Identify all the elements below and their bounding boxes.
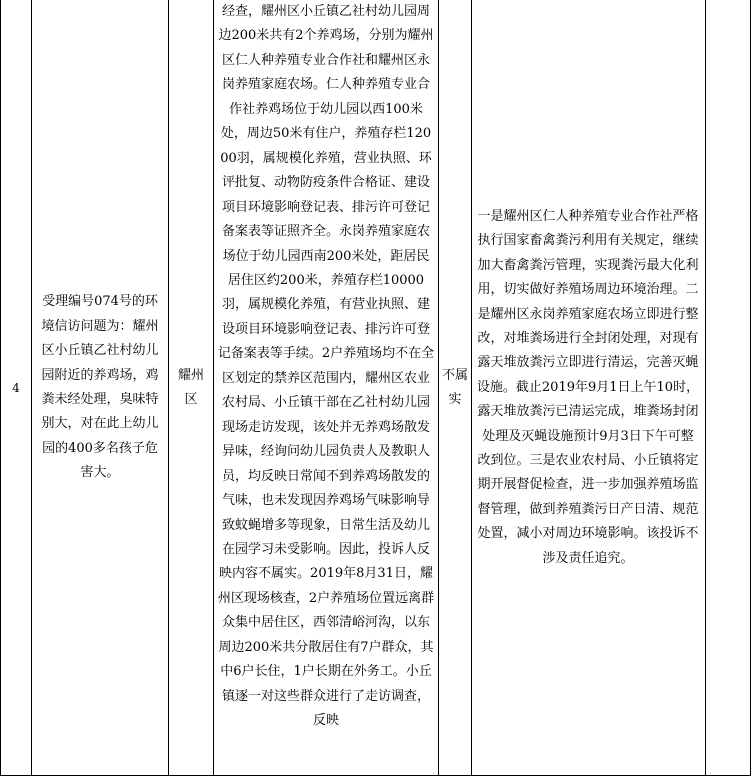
truth-status-text: 不属实 (441, 367, 468, 407)
column-divider (471, 0, 472, 776)
complaint-text: 受理编号074号的环境信访问题为：耀州区小丘镇乙社村幼儿园附近的养鸡场，鸡粪未经处理，臭味特别大，对在此上幼儿园的400多名孩子危害大。 (41, 294, 159, 481)
column-divider (213, 0, 214, 776)
district-text: 耀州区 (177, 367, 204, 407)
handling-text: 一是耀州区仁人种养殖专业合作社严格执行国家畜禽粪污利用有关规定，继续加大畜禽粪污管理，实现粪污最大化利用，切实做好养殖场周边环境治理。二是耀州区永岗养殖家庭农场立即进行整改，对堆粪场进行全封闭处理，对现有露天堆放粪污立即进行清运，完善灭蝇设施。截止2019年9月1日上午10时，露天堆放粪污已清运完成，堆粪场封闭处理及灭蝇设施预计9月3日下午可整改到位。三是农业农村局、小丘镇将定期开展督促检查，进一步加强养殖场监督管理，做到养殖粪污日产日清、规范处置，减小对周边环境影响。该投诉不涉及责任追究。 (476, 208, 700, 566)
remark-cell (707, 0, 749, 776)
truth-status-cell (440, 0, 470, 776)
verification-cell (217, 0, 435, 775)
column-divider (705, 0, 706, 776)
handling-cell (476, 0, 700, 776)
verification-text: 经查，耀州区小丘镇乙社村幼儿园周边200米共有2个养鸡场，分别为耀州区仁人种养殖专业合作社和耀州区永岗养殖家庭农场。仁人种养殖专业合作社养鸡场位于幼儿园以西100米处，周边50米有住户，养殖存栏12000羽，属规模化养殖，营业执照、环评批复、动物防疫条件合格证、建设项目环境影响登记表、排污许可登记备案表等证照齐全。永岗养殖家庭农场位于幼儿园西南200米处，距居民居住区约200米，养殖存栏10000羽，属规模化养殖，有营业执照、建设项目环境影响登记表、排污许可登记备案表等手续。2户养殖场均不在全区划定的禁养区范围内，耀州区农业农村局、小丘镇干部在乙社村幼儿园现场走访发现，该处并无养鸡场散发异味，经询问幼儿园负责人及教职人员，均反映日常闻不到养鸡场散发的气味，也未发现因养鸡场气味影响导致蚊蝇增多等现象，日常生活及幼儿在园学习未受影响。因此，投诉人反映内容不属实。2019年8月31日，耀州区现场核查，2户养殖场位置远离群众集中居住区，西邻清峪河沟，以东周边200米共分散居住有7户群众，其中6户长住，1户长期在外务工。小丘镇逐一对这些群众进行了走访调查，反映 (217, 4, 435, 729)
column-divider (31, 0, 32, 776)
complaint-cell (38, 0, 162, 776)
column-divider (168, 0, 169, 776)
row-index-cell (1, 0, 31, 776)
district-cell (172, 0, 210, 776)
column-divider (438, 0, 439, 776)
row-index: 4 (12, 381, 20, 395)
